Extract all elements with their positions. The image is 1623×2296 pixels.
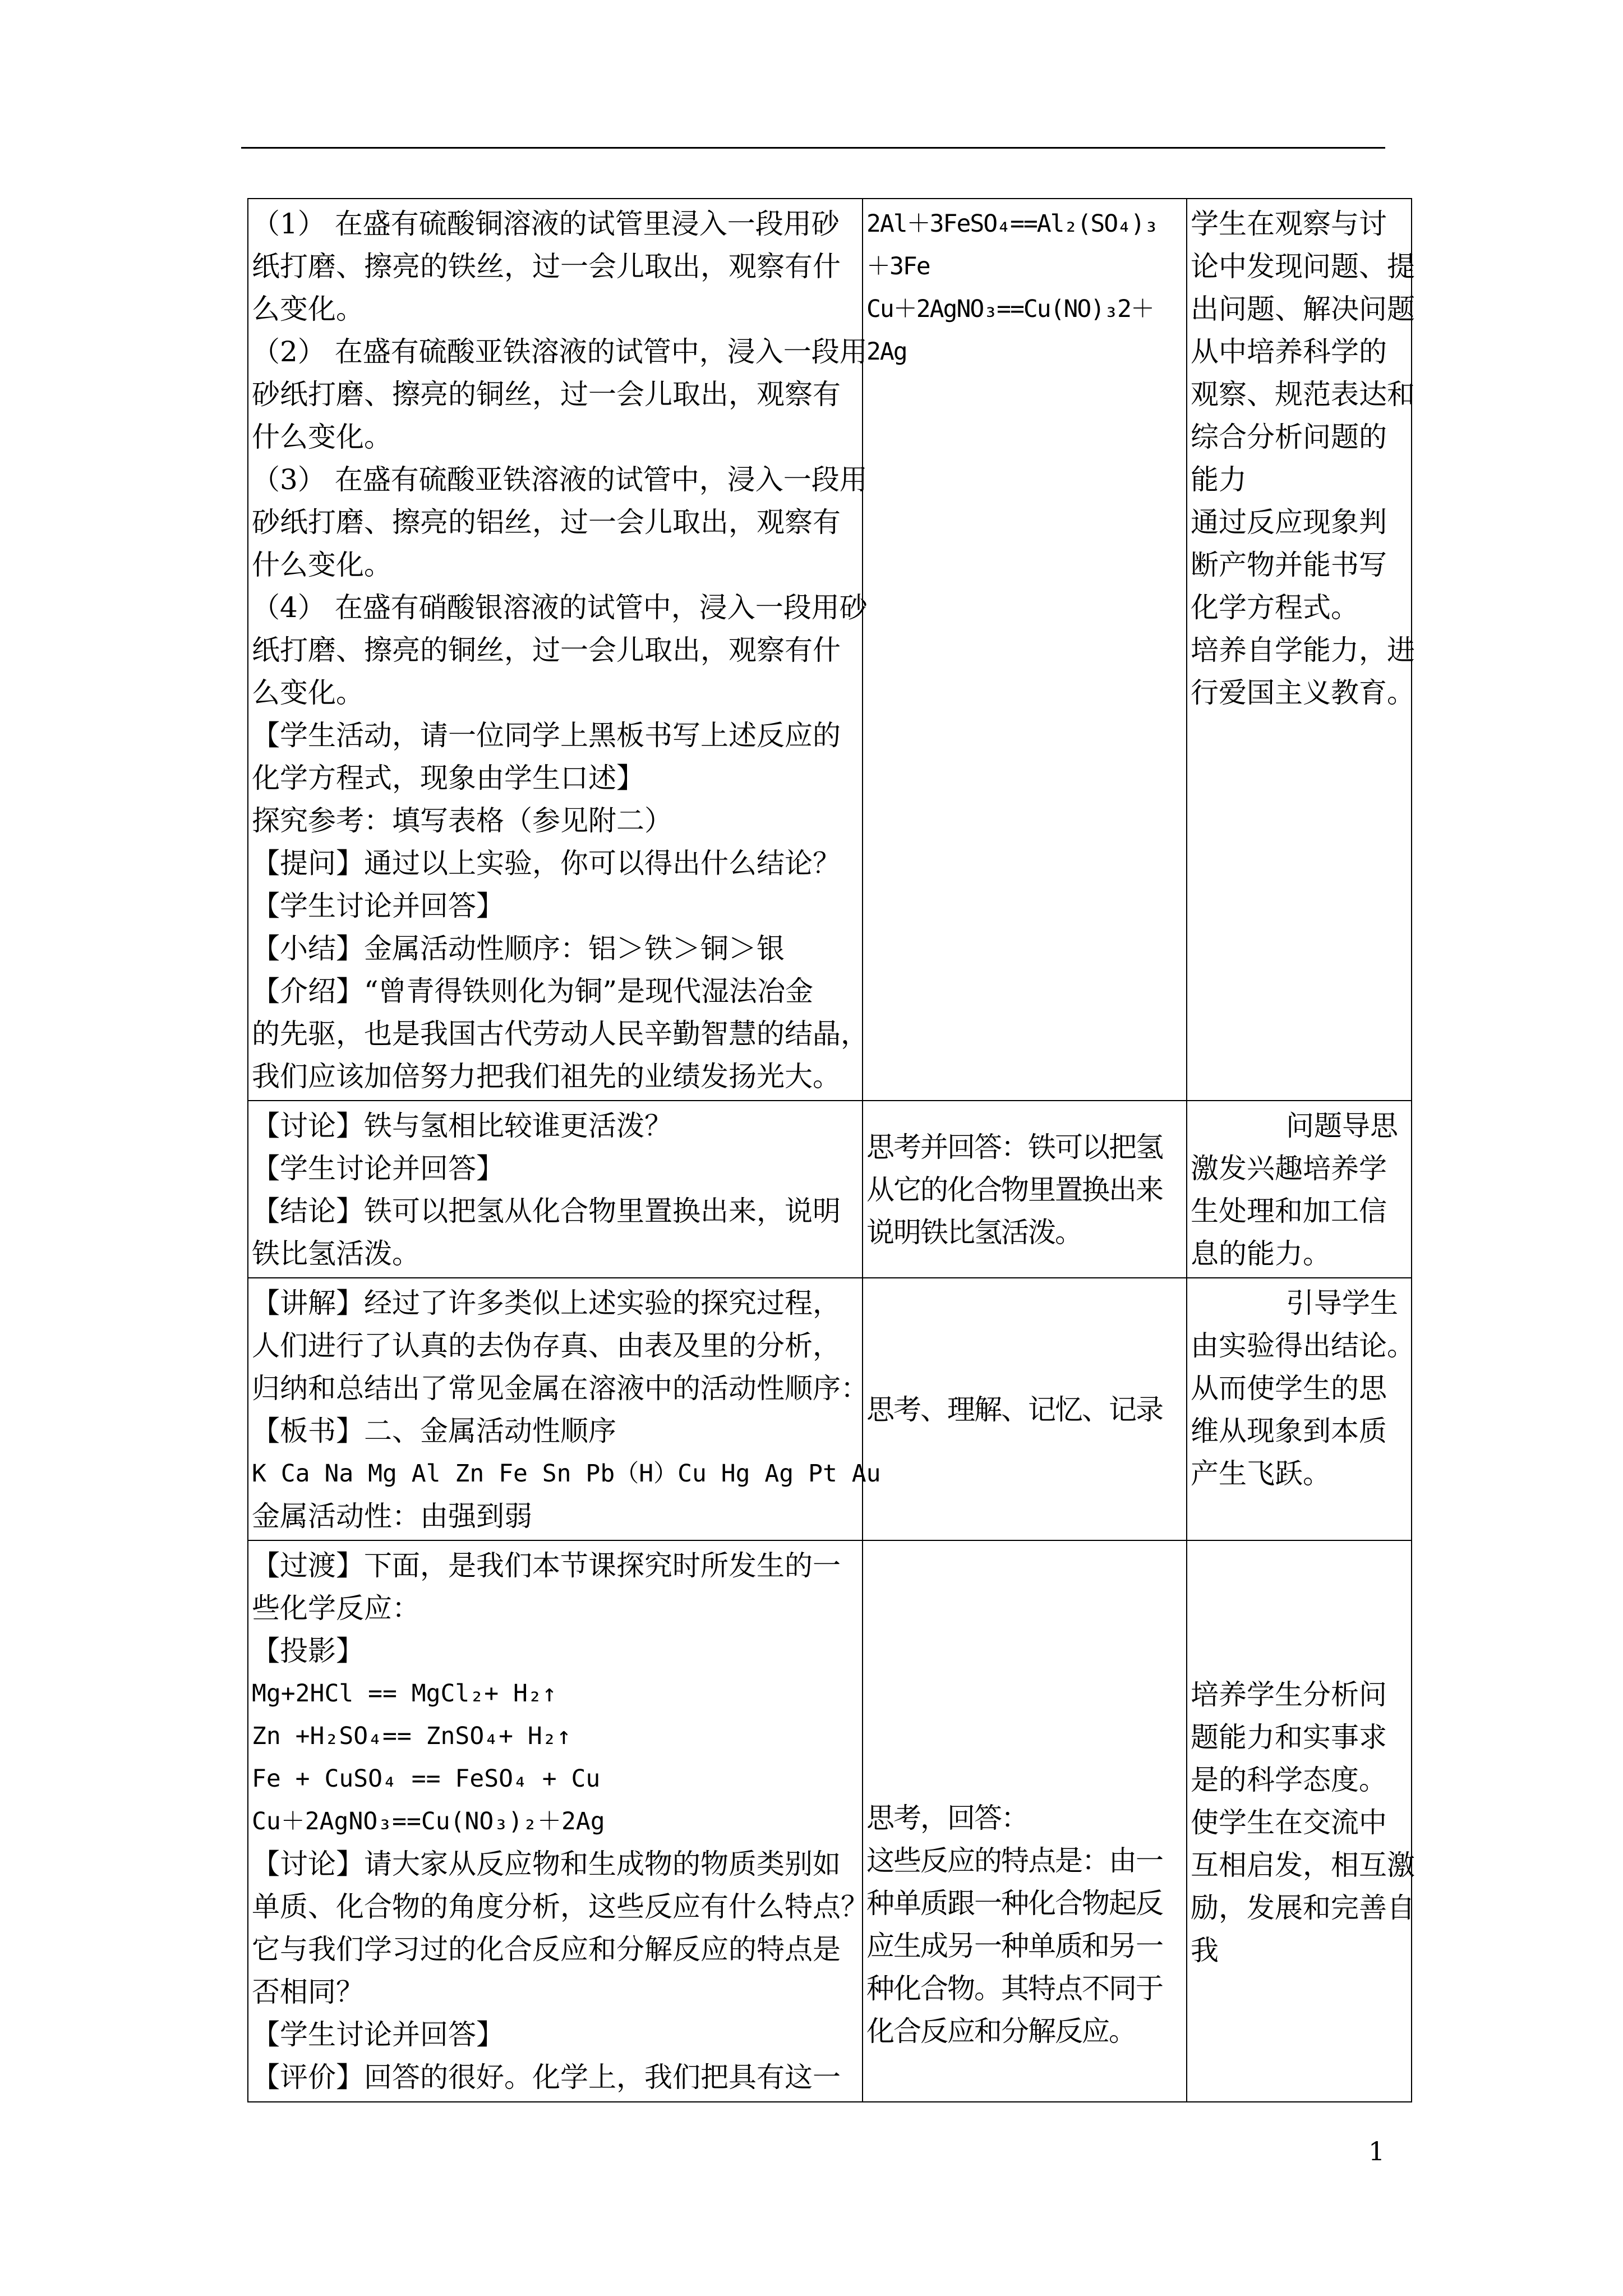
table-row [248,199,1412,1101]
text-line: 【讨论】请大家从反应物和生成物的物质类别如 [252,1848,841,1880]
text-line: 什么变化。 [252,421,392,453]
design-intent-cell [1187,1278,1415,1540]
table-row [248,1101,1412,1278]
text-line: 【学生讨论并回答】 [252,1152,504,1185]
text-line: 产生飞跃。 [1191,1457,1331,1490]
lesson-plan-table [247,198,1415,2102]
text-line: 培养自学能力，进 [1191,634,1415,666]
text-line: 行爱国主义教育。 [1191,677,1415,709]
teacher-activity-cell [248,1278,881,1540]
text-line: 能力 [1191,463,1247,496]
text-line: 【学生讨论并回答】 [252,2018,504,2051]
text-line: 观察、规范表达和 [1191,378,1415,411]
text-line: 砂纸打磨、擦亮的铝丝，过一会儿取出，观察有 [252,506,841,539]
text-line: 我 [1191,1934,1219,1967]
text-line: 砂纸打磨、擦亮的铜丝，过一会儿取出，观察有 [252,378,841,411]
text-line: 【介绍】“曾青得铁则化为铜”是现代湿法冶金 [252,975,814,1007]
text-line: 学生在观察与讨 [1191,208,1387,240]
equation-line: Zn +H₂SO₄== ZnSO₄+ H₂↑ [252,1722,571,1750]
text-line: 从而使学生的思 [1191,1372,1387,1405]
teacher-activity-cell [248,1101,863,1278]
text-line: 综合分析问题的 [1191,421,1387,453]
text-line: 由实验得出结论。 [1191,1329,1415,1362]
text-line: 引导学生 [1286,1287,1398,1319]
text-line: （4） 在盛有硝酸银溶液的试管中，浸入一段用砂 [252,591,868,624]
table-row [248,1540,1412,2102]
text-line: 些化学反应： [252,1592,420,1625]
text-line: 断产物并能书写 [1191,549,1387,581]
activity-series-line: K Ca Na Mg Al Zn Fe Sn Pb（H）Cu Hg Ag Pt Au [252,1460,881,1488]
text-line: 息的能力。 [1191,1237,1331,1270]
text-line: 这些反应的特点是：由一 [866,1844,1163,1877]
equation-line: Mg+2HCl == MgCl₂+ H₂↑ [252,1680,557,1708]
teacher-activity-cell [248,199,869,1101]
text-line: 思考、理解、记忆、记录 [866,1393,1163,1426]
text-line: 探究参考：填写表格（参见附二） [252,804,672,837]
text-line: 激发兴趣培养学 [1191,1152,1387,1185]
text-line: 出问题、解决问题 [1191,293,1415,325]
text-line: 通过反应现象判 [1191,506,1387,539]
text-line: 种化合物。其特点不同于 [866,1972,1163,2005]
text-line: （2） 在盛有硫酸亚铁溶液的试管中，浸入一段用 [252,335,868,368]
text-line: 它与我们学习过的化合反应和分解反应的特点是 [252,1933,841,1966]
equation-line: ＋3Fe [866,252,930,280]
text-line: 【讲解】经过了许多类似上述实验的探究过程， [252,1287,841,1319]
text-line: 我们应该加倍努力把我们祖先的业绩发扬光大。 [252,1060,841,1093]
text-line: 从中培养科学的 [1191,335,1387,368]
text-line: 单质、化合物的角度分析，这些反应有什么特点？ [252,1890,869,1923]
text-line: 归纳和总结出了常见金属在溶液中的活动性顺序： [252,1372,869,1405]
text-line: 人们进行了认真的去伪存真、由表及里的分析， [252,1329,841,1362]
text-line: 么变化。 [252,677,364,709]
text-line: 励，发展和完善自 [1191,1892,1415,1924]
text-line: 【投影】 [252,1635,364,1667]
text-line: 互相启发，相互激 [1191,1849,1415,1881]
design-intent-cell [1187,1101,1412,1278]
table-row [248,1278,1412,1540]
page-number: 1 [1368,2136,1385,2166]
text-line: 化学方程式，现象由学生口述】 [252,762,644,794]
text-line: （3） 在盛有硫酸亚铁溶液的试管中，浸入一段用 [252,463,868,496]
text-line: 维从现象到本质 [1191,1415,1387,1447]
text-line: 【学生活动，请一位同学上黑板书写上述反应的 [252,719,841,752]
text-line: 题能力和实事求 [1191,1721,1387,1754]
text-line: 思考并回答：铁可以把氢 [866,1131,1163,1163]
design-intent-cell [1187,199,1415,1101]
equation-line: Cu＋2AgNO₃==Cu(NO₃)₂＋2Ag [252,1807,605,1835]
text-line: 化合反应和分解反应。 [866,2015,1136,2047]
student-activity-cell [863,1540,1187,2102]
text-line: 铁比氢活泼。 [252,1237,420,1270]
text-line: 种单质跟一种化合物起反 [866,1887,1163,1920]
equation-line: Fe + CuSO₄ == FeSO₄ + Cu [252,1765,601,1793]
text-line: 【提问】通过以上实验，你可以得出什么结论？ [252,847,841,880]
header-rule [241,147,1385,149]
text-line: 【过渡】下面，是我们本节课探究时所发生的一 [252,1549,841,1582]
text-line: 培养学生分析问 [1191,1678,1387,1711]
text-line: 【讨论】铁与氢相比较谁更活泼？ [252,1110,672,1142]
text-line: 【学生讨论并回答】 [252,890,504,922]
text-line: 是的科学态度。 [1191,1764,1387,1796]
equation-line: Cu＋2AgNO₃==Cu(NO)₃2＋ [866,295,1154,323]
text-line: 思考，回答： [866,1802,1028,1834]
text-line: 使学生在交流中 [1191,1806,1387,1839]
text-line: 纸打磨、擦亮的铜丝，过一会儿取出，观察有什 [252,634,841,666]
text-line: 【结论】铁可以把氢从化合物里置换出来，说明 [252,1195,841,1227]
text-line: 从它的化合物里置换出来 [866,1174,1163,1206]
text-line: 应生成另一种单质和另一 [866,1930,1163,1962]
teacher-activity-cell [248,1540,869,2102]
student-activity-cell [863,1101,1187,1278]
student-activity-cell [863,1278,1187,1540]
text-line: 化学方程式。 [1191,591,1359,624]
design-intent-cell [1187,1540,1415,2102]
text-line: （1） 在盛有硫酸铜溶液的试管里浸入一段用砂 [252,208,840,240]
equation-line: 2Ag [866,338,907,366]
equation-line: 2Al＋3FeSO₄==Al₂(SO₄)₃ [866,210,1158,238]
student-activity-cell [863,199,1187,1101]
text-line: 【板书】二、金属活动性顺序 [252,1415,616,1447]
text-line: 纸打磨、擦亮的铁丝，过一会儿取出，观察有什 [252,250,841,283]
text-line: 论中发现问题、提 [1191,250,1415,283]
text-line: 否相同？ [252,1976,364,2008]
text-line: 么变化。 [252,293,364,325]
text-line: 问题导思 [1286,1110,1398,1142]
text-line: 的先驱，也是我国古代劳动人民辛勤智慧的结晶， [252,1018,869,1050]
text-line: 金属活动性：由强到弱 [252,1500,532,1533]
text-line: 什么变化。 [252,549,392,581]
text-line: 生处理和加工信 [1191,1195,1387,1227]
text-line: 说明铁比氢活泼。 [866,1216,1082,1249]
text-line: 【评价】回答的很好。化学上，我们把具有这一 [252,2061,841,2093]
text-line: 【小结】金属活动性顺序：铝＞铁＞铜＞银 [252,932,785,965]
